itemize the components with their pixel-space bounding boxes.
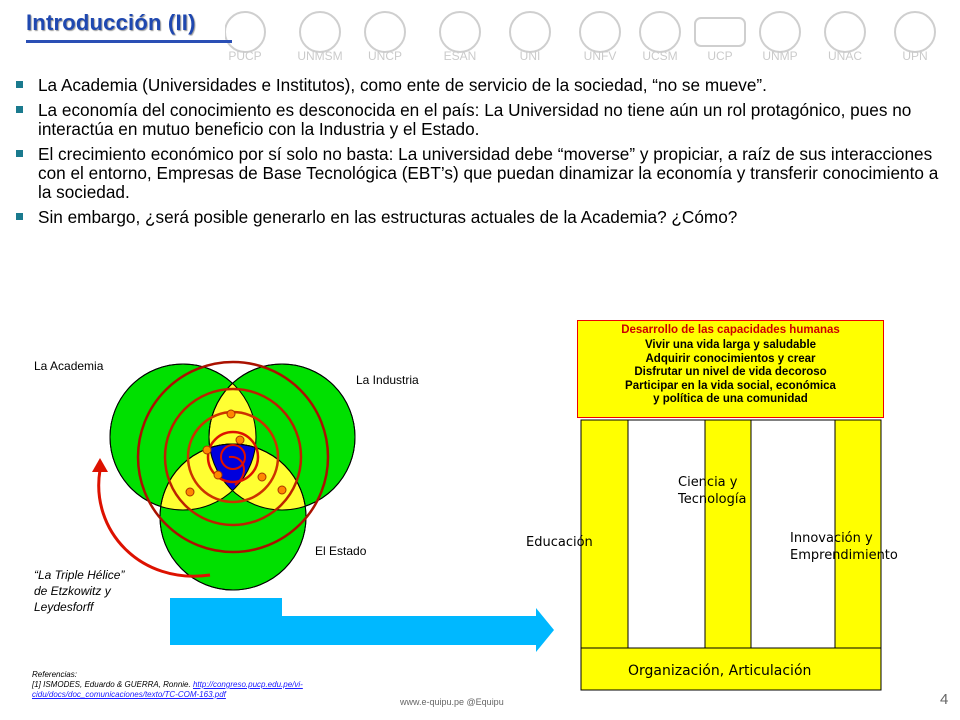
arrow-head-icon (92, 458, 108, 472)
label-estado: El Estado (315, 544, 367, 558)
caption-line: “La Triple Hélice” (34, 568, 125, 582)
ciencia-line: Ciencia y (678, 475, 738, 490)
bullet-text: El crecimiento económico por sí solo no basta: La universidad debe “moverse” y propiciar, a raíz de sus interacciones con el entorno, Empresas de Base Tecnológica (EBT’s) que puedan dinamizar la economía y transferir conocimiento a la sociedad. (38, 144, 939, 202)
bullet-item (16, 145, 951, 202)
title-underline (26, 40, 232, 43)
innovacion-line: Emprendimiento (790, 548, 898, 563)
label-educacion: Educación (526, 535, 593, 550)
page-number: 4 (940, 691, 949, 708)
logo-label: UNI (519, 49, 541, 60)
label-industria: La Industria (356, 373, 419, 387)
bullet-item (16, 76, 951, 95)
ciencia-line: Tecnología (678, 492, 747, 507)
logos-watermark-icon (225, 8, 960, 60)
pillar-ciencia (705, 420, 751, 648)
bullet-item (16, 208, 951, 227)
label-innovacion (790, 530, 898, 564)
caption-line: de Etzkowitz y (34, 584, 111, 598)
label-ciencia (678, 474, 746, 508)
bullet-square-icon (16, 81, 23, 88)
capacidad-line: Disfrutar un nivel de vida decoroso (634, 366, 827, 378)
capacidad-line: Vivir una vida larga y saludable (644, 339, 817, 351)
helix-caption (34, 567, 124, 615)
refs-link[interactable]: http://congreso.pucp.edu.pe/vi- (192, 680, 303, 689)
refs-link[interactable]: cidu/docs/doc_comunicaciones/texto/TC-COM-163.pdf (32, 690, 226, 699)
label-organizacion: Organización, Articulación (628, 663, 812, 679)
bullet-text: La economía del conocimiento es desconocida en el país: La Universidad no tiene aún un rol protagónico, pues no interactúa en mutuo beneficio con la Industria y el Estado. (38, 100, 912, 139)
bullet-text: Sin embargo, ¿será posible generarlo en las estructuras actuales de la Academia? ¿Cómo? (38, 207, 738, 227)
refs-heading: Referencias: (32, 670, 77, 679)
capacidad-line: y política de una comunidad (653, 393, 808, 405)
capacidades-header: Desarrollo de las capacidades humanas (621, 324, 840, 336)
logo-label: PUCP (228, 49, 262, 60)
bullet-square-icon (16, 150, 23, 157)
footer-text: www.e-quipu.pe @Equipu (400, 697, 504, 707)
bullet-square-icon (16, 106, 23, 113)
logo-label: UNFV (583, 49, 617, 60)
capacidades-box (577, 320, 884, 418)
logo-label: UPN (902, 49, 928, 60)
caption-line: Leydesforff (34, 600, 94, 614)
pillar-gap (628, 420, 705, 648)
capacidad-line: Adquirir conocimientos y crear (645, 352, 816, 365)
logo-label: UNAC (827, 49, 863, 60)
capacidad-line: Participar en la vida social, económica (625, 379, 836, 392)
label-academia: La Academia (34, 359, 104, 373)
bullet-square-icon (16, 213, 23, 220)
slide-title: Introducción (II) (26, 10, 196, 35)
logo-label: ESAN (443, 49, 477, 60)
refs-citation: [1] ISMODES, Eduardo & GUERRA, Ronnie. (32, 680, 191, 689)
university-logos-strip (225, 8, 960, 60)
bullet-list (16, 76, 951, 233)
cyan-arrow-head-icon (536, 608, 554, 652)
logo-label: UCP (707, 49, 733, 60)
bullet-item (16, 101, 951, 139)
references (32, 670, 362, 700)
logo-label: UCSM (642, 49, 678, 60)
cyan-block-arrow (170, 598, 536, 645)
innovacion-line: Innovación y (790, 531, 873, 546)
logo-label: UNMP (762, 49, 798, 60)
logo-label: UNCP (367, 49, 403, 60)
logo-label: UNMSM (297, 49, 343, 60)
bullet-text: La Academia (Universidades e Institutos), como ente de servicio de la sociedad, “no se mueve”. (38, 75, 767, 95)
